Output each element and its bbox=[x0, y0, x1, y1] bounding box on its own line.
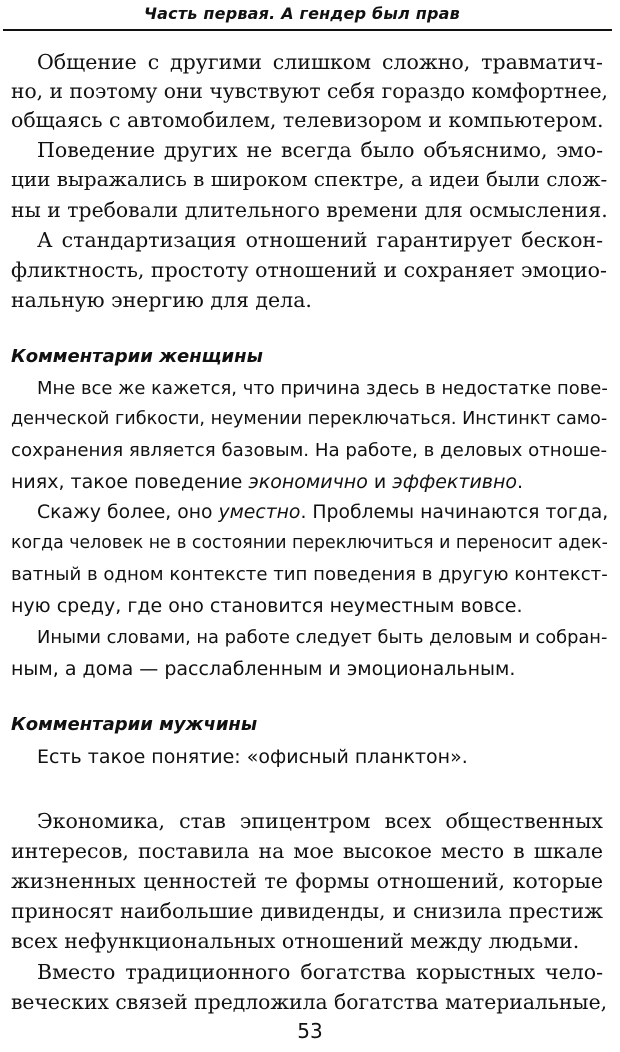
emphasis: эффективно bbox=[392, 471, 518, 493]
header-rule bbox=[3, 29, 612, 31]
text-line: ции выражались в широком спектре, а идеи были слож- bbox=[11, 167, 608, 191]
emphasis: экономично bbox=[248, 471, 368, 493]
text-line: сохранения является базовым. На работе, в деловых отноше- bbox=[11, 440, 608, 461]
text-run: и bbox=[367, 471, 393, 493]
text-line: Иными словами, на работе следует быть деловым и собран- bbox=[37, 627, 608, 648]
text-line: Экономика, став эпицентром всех общественных bbox=[37, 809, 603, 833]
text-line: Поведение других не всегда было объяснимо, эмо- bbox=[37, 138, 603, 162]
text-line: Есть такое понятие: «офисный планктон». bbox=[37, 746, 468, 768]
text-line: фликтность, простоту отношений и сохраняет эмоцио- bbox=[11, 258, 607, 282]
text-line: жизненных ценностей те формы отношений, которые bbox=[11, 869, 603, 893]
text-line: Вместо традиционного богатства корыстных чело- bbox=[37, 960, 603, 984]
text-line: А стандартизация отношений гарантирует бескон- bbox=[37, 228, 603, 252]
text-line: ватный в одном контексте тип поведения в другую контекст- bbox=[11, 564, 608, 585]
text-line: ную среду, где оно становится неуместным вовсе. bbox=[11, 595, 523, 617]
text-line: интересов, поставила на мое высокое место в шкале bbox=[11, 839, 603, 863]
text-line: веческих связей предложила богатства материальные, bbox=[11, 990, 608, 1014]
text-line: Общение с другими слишком сложно, травматич- bbox=[37, 50, 603, 74]
text-line: денческой гибкости, неумении переключаться. Инстинкт само- bbox=[11, 409, 608, 429]
text-run: . Проблемы начинаются тогда, bbox=[300, 502, 609, 523]
text-line: всех нефункциональных отношений между людьми. bbox=[11, 929, 580, 953]
text-line bbox=[37, 502, 609, 523]
text-line: но, и поэтому они чувствуют себя гораздо комфортнее, bbox=[11, 79, 608, 103]
text-line: нальную энергию для дела. bbox=[11, 288, 312, 312]
section-heading: Комментарии мужчины bbox=[11, 714, 258, 735]
text-run: Скажу более, оно bbox=[37, 502, 219, 523]
running-title: Часть первая. А гендер был прав bbox=[144, 4, 460, 23]
text-line: ным, а дома — расслабленным и эмоциональным. bbox=[11, 658, 516, 680]
emphasis: уместно bbox=[218, 502, 301, 523]
text-line: приносят наибольшие дивиденды, и снизила престиж bbox=[11, 899, 603, 923]
page-number: 53 bbox=[297, 1019, 323, 1043]
section-heading: Комментарии женщины bbox=[11, 346, 263, 367]
text-line: Мне все же кажется, что причина здесь в недостатке пове- bbox=[37, 378, 608, 399]
text-line: ны и требовали длительного времени для осмысления. bbox=[11, 198, 608, 222]
text-line: общаясь с автомобилем, телевизором и компьютером. bbox=[11, 108, 604, 132]
text-line: когда человек не в состоянии переключиться и переносит адек- bbox=[11, 533, 608, 553]
text-run: ниях, такое поведение bbox=[11, 471, 249, 493]
text-line bbox=[11, 473, 523, 492]
text-run: . bbox=[517, 471, 524, 493]
running-header bbox=[0, 0, 620, 33]
